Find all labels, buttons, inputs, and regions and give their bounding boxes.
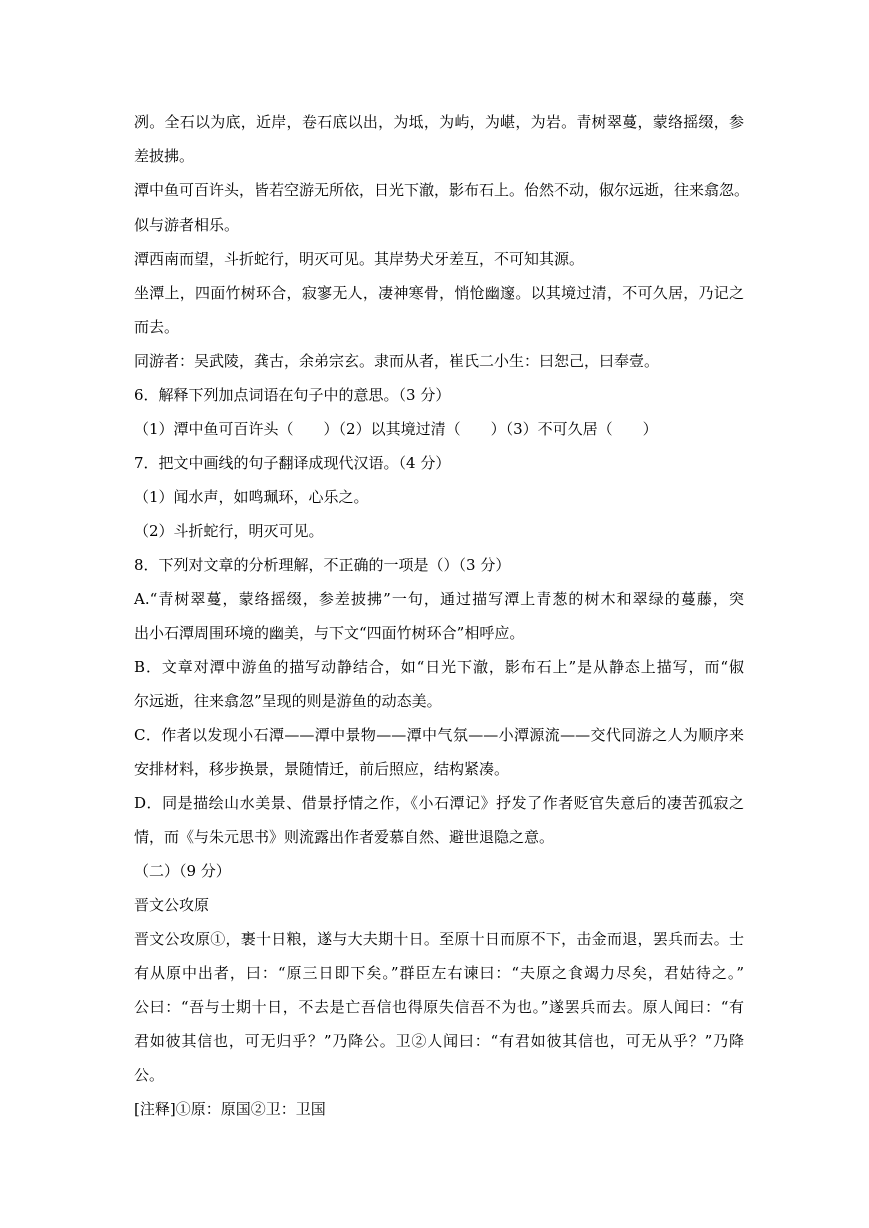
text-line: 公。 [134,1066,165,1084]
text-line: 差披拂。 [134,147,195,165]
text-line: 似与游者相乐。 [134,216,240,234]
text-line: 同游者：吴武陵，龚古，余弟宗玄。隶而从者，崔氏二小生：曰恕己，曰奉壹。 [134,352,660,370]
question-7: 7．把文中画线的句子翻译成现代汉语。（4 分） [134,454,451,472]
question-7-item-1: （1）闻水声，如鸣珮环，心乐之。 [134,488,369,506]
text-line: 坐潭上，四面竹树环合，寂寥无人，凄神寒骨，悄怆幽邃。以其境过清，不可久居，乃记之 [134,284,744,302]
section-heading: （二）（9 分） [134,862,231,880]
text-line: 而去。 [134,318,180,336]
option-d-cont: 情，而《与朱元思书》则流露出作者爱慕自然、避世退隐之意。 [134,828,555,846]
option-d: D．同是描绘山水美景、借景抒情之作，《小石潭记》抒发了作者贬官失意后的凄苦孤寂之 [134,794,744,812]
question-6-items: （1）潭中鱼可百许头（ ）（2）以其境过清（ ）（3）不可久居（ ） [134,420,658,438]
text-line: 君如彼其信也，可无归乎？”乃降公。卫②人闻曰：“有君如彼其信也，可无从乎？”乃降 [134,1032,744,1050]
option-a: A.“青树翠蔓，蒙络摇缀，参差披拂”一句，通过描写潭上青葱的树木和翠绿的蔓藤，突 [134,590,744,608]
option-a-cont: 出小石潭周围环境的幽美，与下文“四面竹树环合”相呼应。 [134,624,525,642]
text-line: 潭中鱼可百许头，皆若空游无所依，日光下澈，影布石上。佁然不动，俶尔远逝，往来翕忽。 [134,181,750,199]
text-line: 潭西南而望，斗折蛇行，明灭可见。其岸势犬牙差互，不可知其源。 [134,250,585,268]
option-c: C．作者以发现小石潭——潭中景物——潭中气氛——小潭源流——交代同游之人为顺序来 [134,726,744,744]
question-6: 6．解释下列加点词语在句子中的意思。（3 分） [134,386,451,404]
text-line: 有从原中出者，曰：“原三日即下矣。”群臣左右谏曰：“夫原之食竭力尽矣，君姑待之。” [134,964,744,982]
text-line: 晋文公攻原①，裹十日粮，遂与大夫期十日。至原十日而原不下，击金而退，罢兵而去。士 [134,930,744,948]
option-b: B．文章对潭中游鱼的描写动静结合，如“日光下澈，影布石上”是从静态上描写，而“俶 [134,658,744,676]
option-c-cont: 安排材料，移步换景，景随情迁，前后照应，结构紧凑。 [134,760,510,778]
annotation: [注释]①原：原国②卫：卫国 [134,1100,326,1118]
question-8: 8．下列对文章的分析理解，不正确的一项是（）（3 分） [134,556,511,574]
text-line: 公曰：“吾与士期十日，不去是亡吾信也得原失信吾不为也。”遂罢兵而去。原人闻曰：“有 [134,998,744,1016]
question-7-item-2: （2）斗折蛇行，明灭可见。 [134,522,324,540]
passage-title: 晋文公攻原 [134,896,210,914]
text-line: 冽。全石以为底，近岸，卷石底以出，为坻，为屿，为嵁，为岩。青树翠蔓，蒙络摇缀，参 [134,113,744,131]
option-b-cont: 尔远逝，往来翕忽”呈现的则是游鱼的动态美。 [134,692,442,710]
